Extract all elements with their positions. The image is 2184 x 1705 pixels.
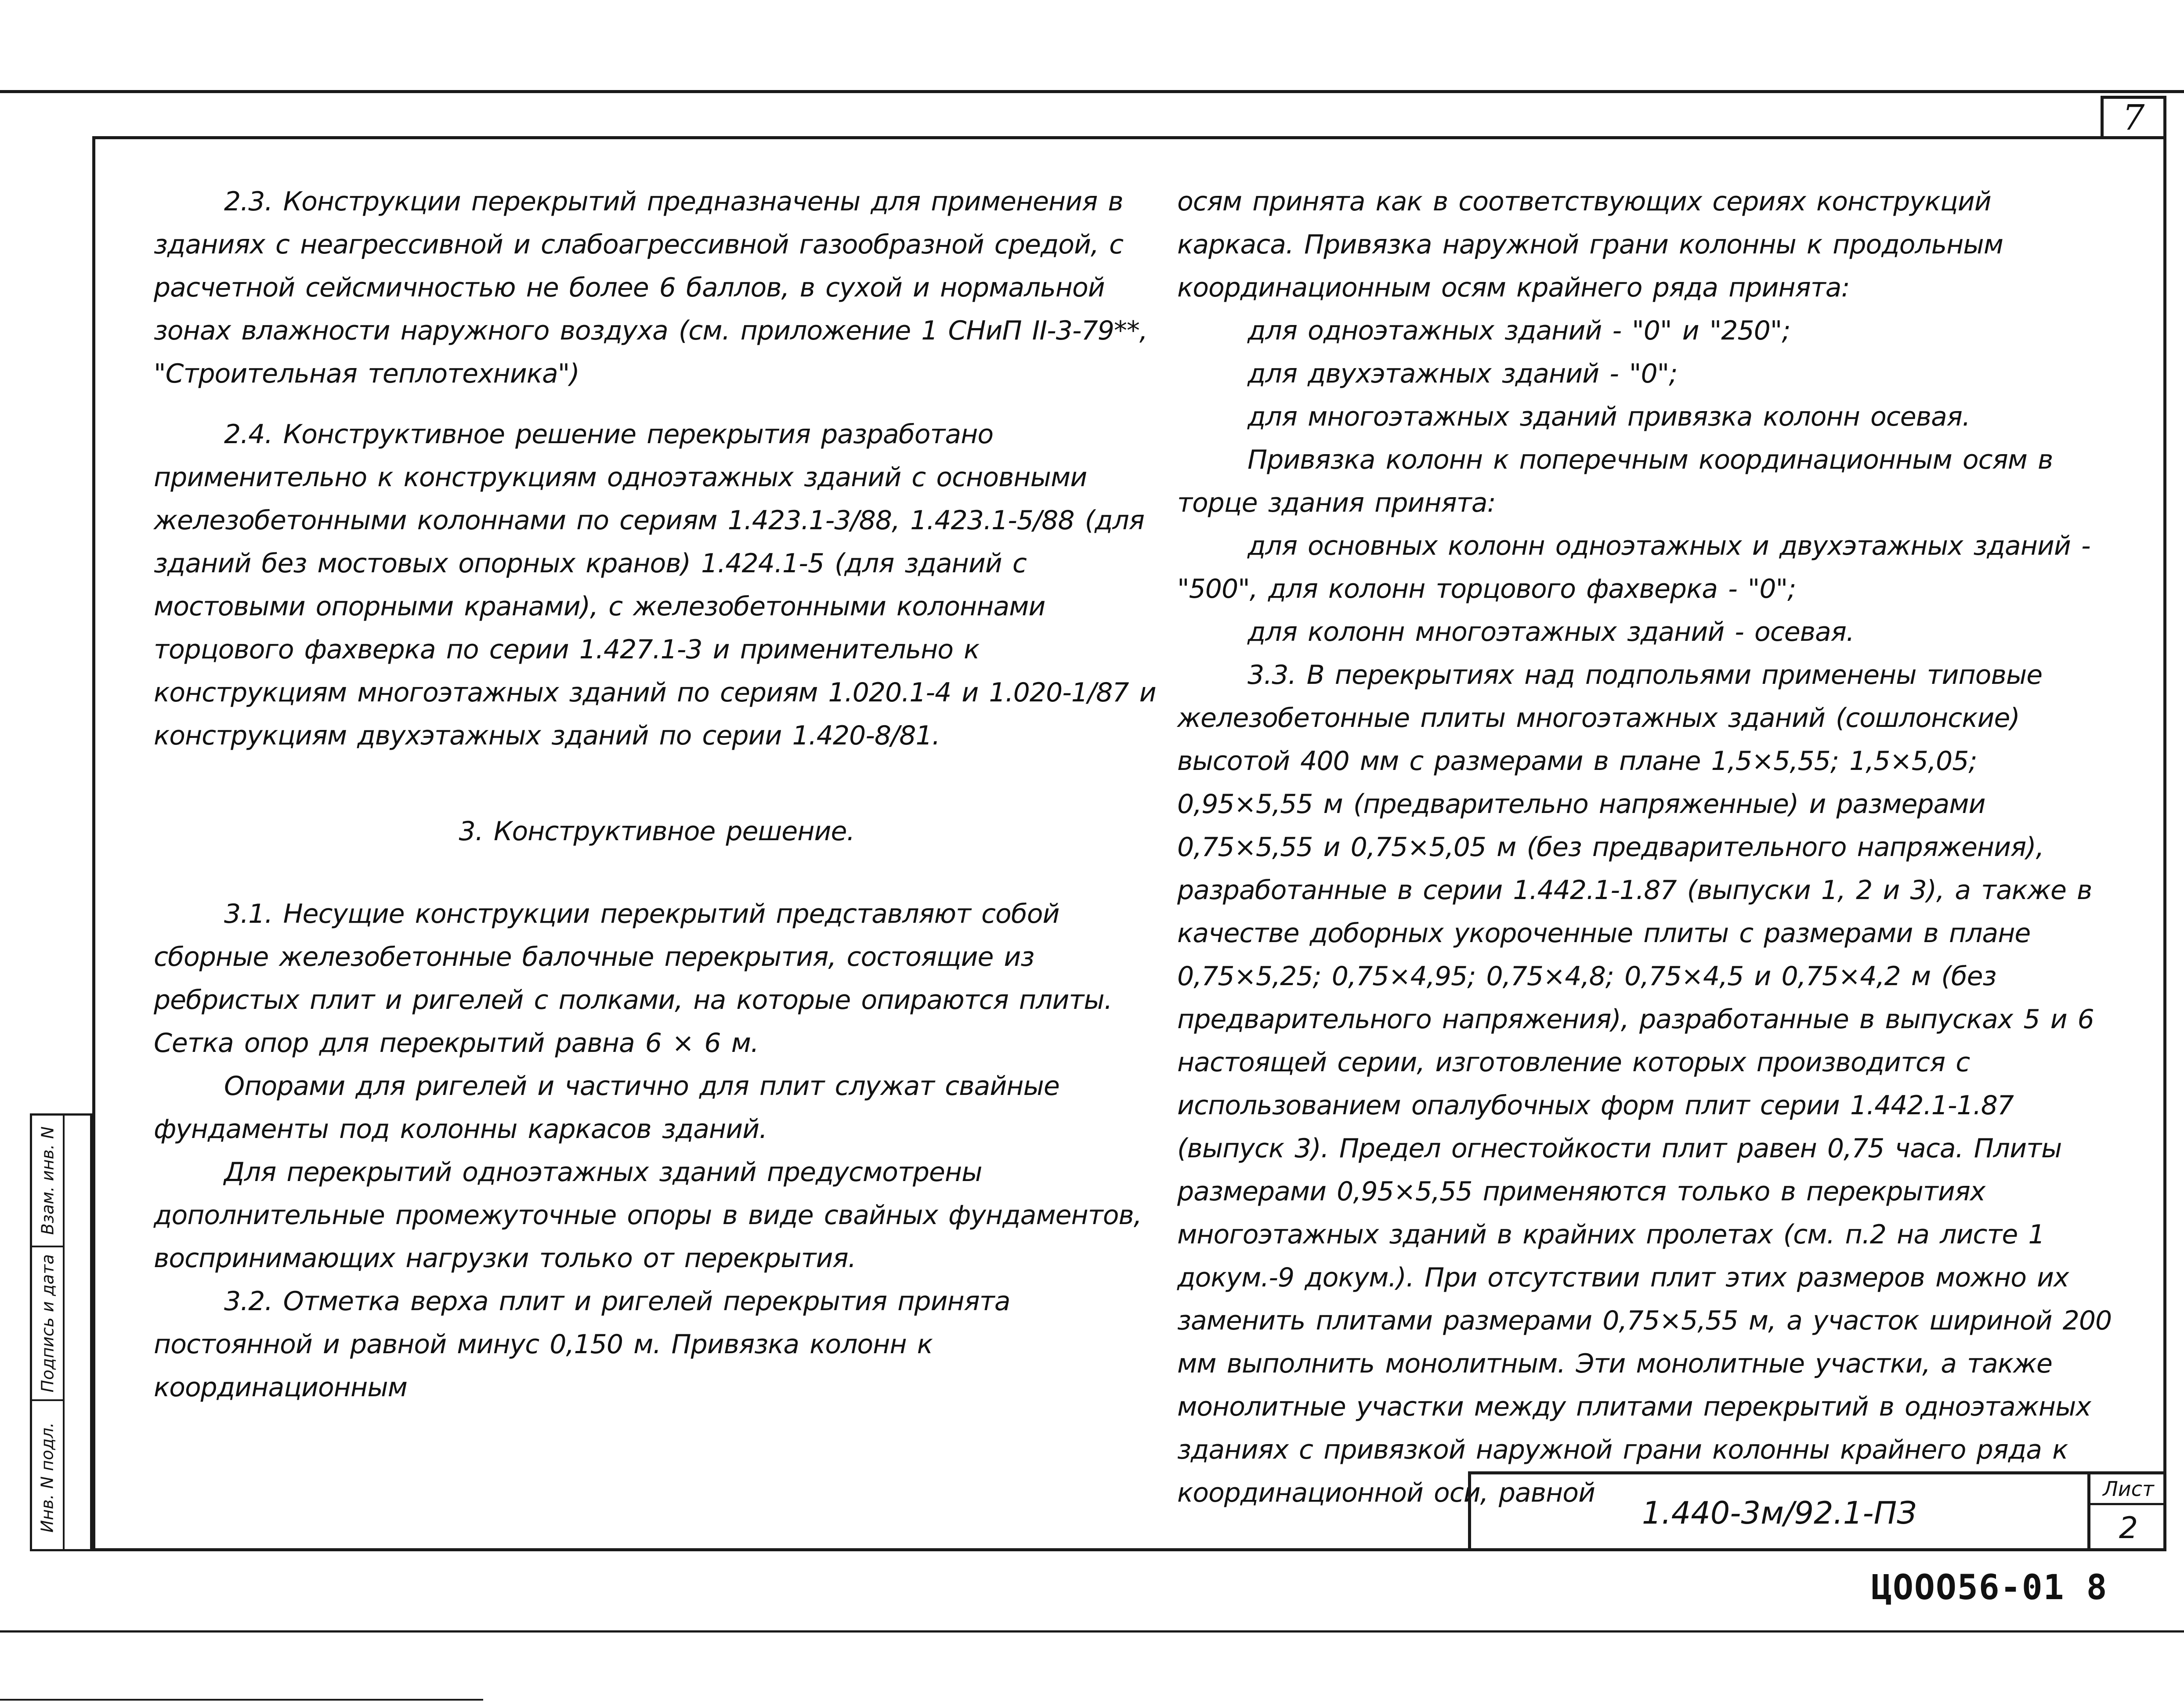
- list-main-columns: для основных колонн одноэтажных и двухэтажных зданий - "500", для колонн торцового фахверка - "0";: [1177, 531, 2090, 604]
- side-stamp-inv: Инв. N подл.: [38, 1422, 58, 1533]
- document-code: 1.440-3м/92.1-ПЗ: [1471, 1474, 2090, 1551]
- list-one-storey: для одноэтажных зданий - "0" и "250";: [1247, 315, 1790, 346]
- side-stamp: [30, 1113, 92, 1551]
- para-3-1-extra: Для перекрытий одноэтажных зданий предусмотрены дополнительные промежуточные опоры в виде свайных фундаментов, воспринимающих нагрузки только от перекрытия.: [154, 1157, 1142, 1274]
- list-multi-storey: для многоэтажных зданий привязка колонн осевая.: [1247, 401, 1970, 432]
- para-2-4: 2.4. Конструктивное решение перекрытия разработано применительно к конструкциям одноэтажных зданий с основными железобетонными колоннами по сериям 1.423.1-3/88, 1.423.1-5/88 (для зданий без мостовых опорных кранов) 1.424.1-5 (для зданий с мостовыми опорными кранами), с железобетонными колоннами торцового фахверка по серии 1.427.1-3 и применительно к конструкциям многоэтажных зданий по сериям 1.020.1-4 и 1.020-1/87 и конструкциям двухэтажных зданий по серии 1.420-8/81.: [154, 419, 1156, 751]
- para-end-axes: Привязка колонн к поперечным координационным осям в торце здания принята:: [1177, 444, 2053, 518]
- side-stamp-replace: Взам. инв. N: [32, 1116, 63, 1247]
- para-axes-cont: осям принята как в соответствующих сериях конструкций каркаса. Привязка наружной грани колонны к продольным координационным осям крайнего ряда принята:: [1177, 186, 2003, 303]
- archive-number: ЦООО56-01 8: [1871, 1568, 2108, 1607]
- para-2-3: 2.3. Конструкции перекрытий предназначены для применения в зданиях с неагрессивной и слабоагрессивной газообразной средой, с расчетной сейсмичностью не более 6 баллов, в сухой и нормальной зонах влажности наружного воздуха (см. приложение 1 СНиП II-3-79**, "Строительная теплотехника"): [154, 186, 1147, 389]
- sheet-corner-number: 7: [2101, 96, 2166, 136]
- sheet-label: Лист: [2090, 1474, 2166, 1505]
- left-column: [154, 180, 1160, 1409]
- para-3-2: 3.2. Отметка верха плит и ригелей перекрытия принята постоянной и равной минус 0,150 м. Привязка колонн к координационным: [154, 1286, 1010, 1403]
- title-block: [1468, 1471, 2166, 1551]
- top-rule: [0, 90, 2184, 93]
- para-3-1-supports: Опорами для ригелей и частично для плит служат свайные фундаменты под колонны каркасов зданий.: [154, 1071, 1059, 1145]
- side-stamp-signature: Подпись и дата: [32, 1247, 63, 1401]
- list-two-storey: для двухэтажных зданий - "0";: [1247, 358, 1678, 389]
- footer-rule: [0, 1699, 483, 1701]
- bottom-rule: [0, 1630, 2184, 1633]
- right-column: [1177, 180, 2117, 1514]
- sheet-number: 2: [2119, 1511, 2138, 1546]
- section-heading: 3. Конструктивное решение.: [459, 816, 855, 847]
- side-stamp-divider: [63, 1116, 65, 1549]
- para-3-1: 3.1. Несущие конструкции перекрытий представляют собой сборные железобетонные балочные перекрытия, состоящие из ребристых плит и ригелей с полками, на которые опираются плиты. Сетка опор для перекрытий равна 6 × 6 м.: [154, 899, 1112, 1058]
- para-3-3: 3.3. В перекрытиях над подпольями применены типовые железобетонные плиты многоэтажных зданий (сошлонские) высотой 400 мм с размерами в плане 1,5×5,55; 1,5×5,05; 0,95×5,55 м (предварительно напряженные) и размерами 0,75×5,55 и 0,75×5,05 м (без предварительного напряжения), разработанные в серии 1.442.1-1.87 (выпуски 1, 2 и 3), а также в качестве доборных укороченные плиты с размерами в плане 0,75×5,25; 0,75×4,95; 0,75×4,8; 0,75×4,5 и 0,75×4,2 м (без предварительного напряжения), разработанные в выпусках 5 и 6 настоящей серии, изготовление которых производится с использованием опалубочных форм плит серии 1.442.1-1.87 (выпуск 3). Предел огнестойкости плит равен 0,75 часа. Плиты размерами 0,95×5,55 применяются только в перекрытиях многоэтажных зданий в крайних пролетах (см. п.2 на листе 1 докум.-9 докум.). При отсутствии плит этих размеров можно их заменить плитами размерами 0,75×5,55 м, а участок шириной 200 мм выполнить монолитным. Эти монолитные участки, а также монолитные участки между плитами перекрытий в одноэтажных зданиях с привязкой наружной грани колонны крайнего ряда к координационной оси, равной: [1177, 660, 2112, 1508]
- list-multi-columns: для колонн многоэтажных зданий - осевая.: [1247, 617, 1854, 647]
